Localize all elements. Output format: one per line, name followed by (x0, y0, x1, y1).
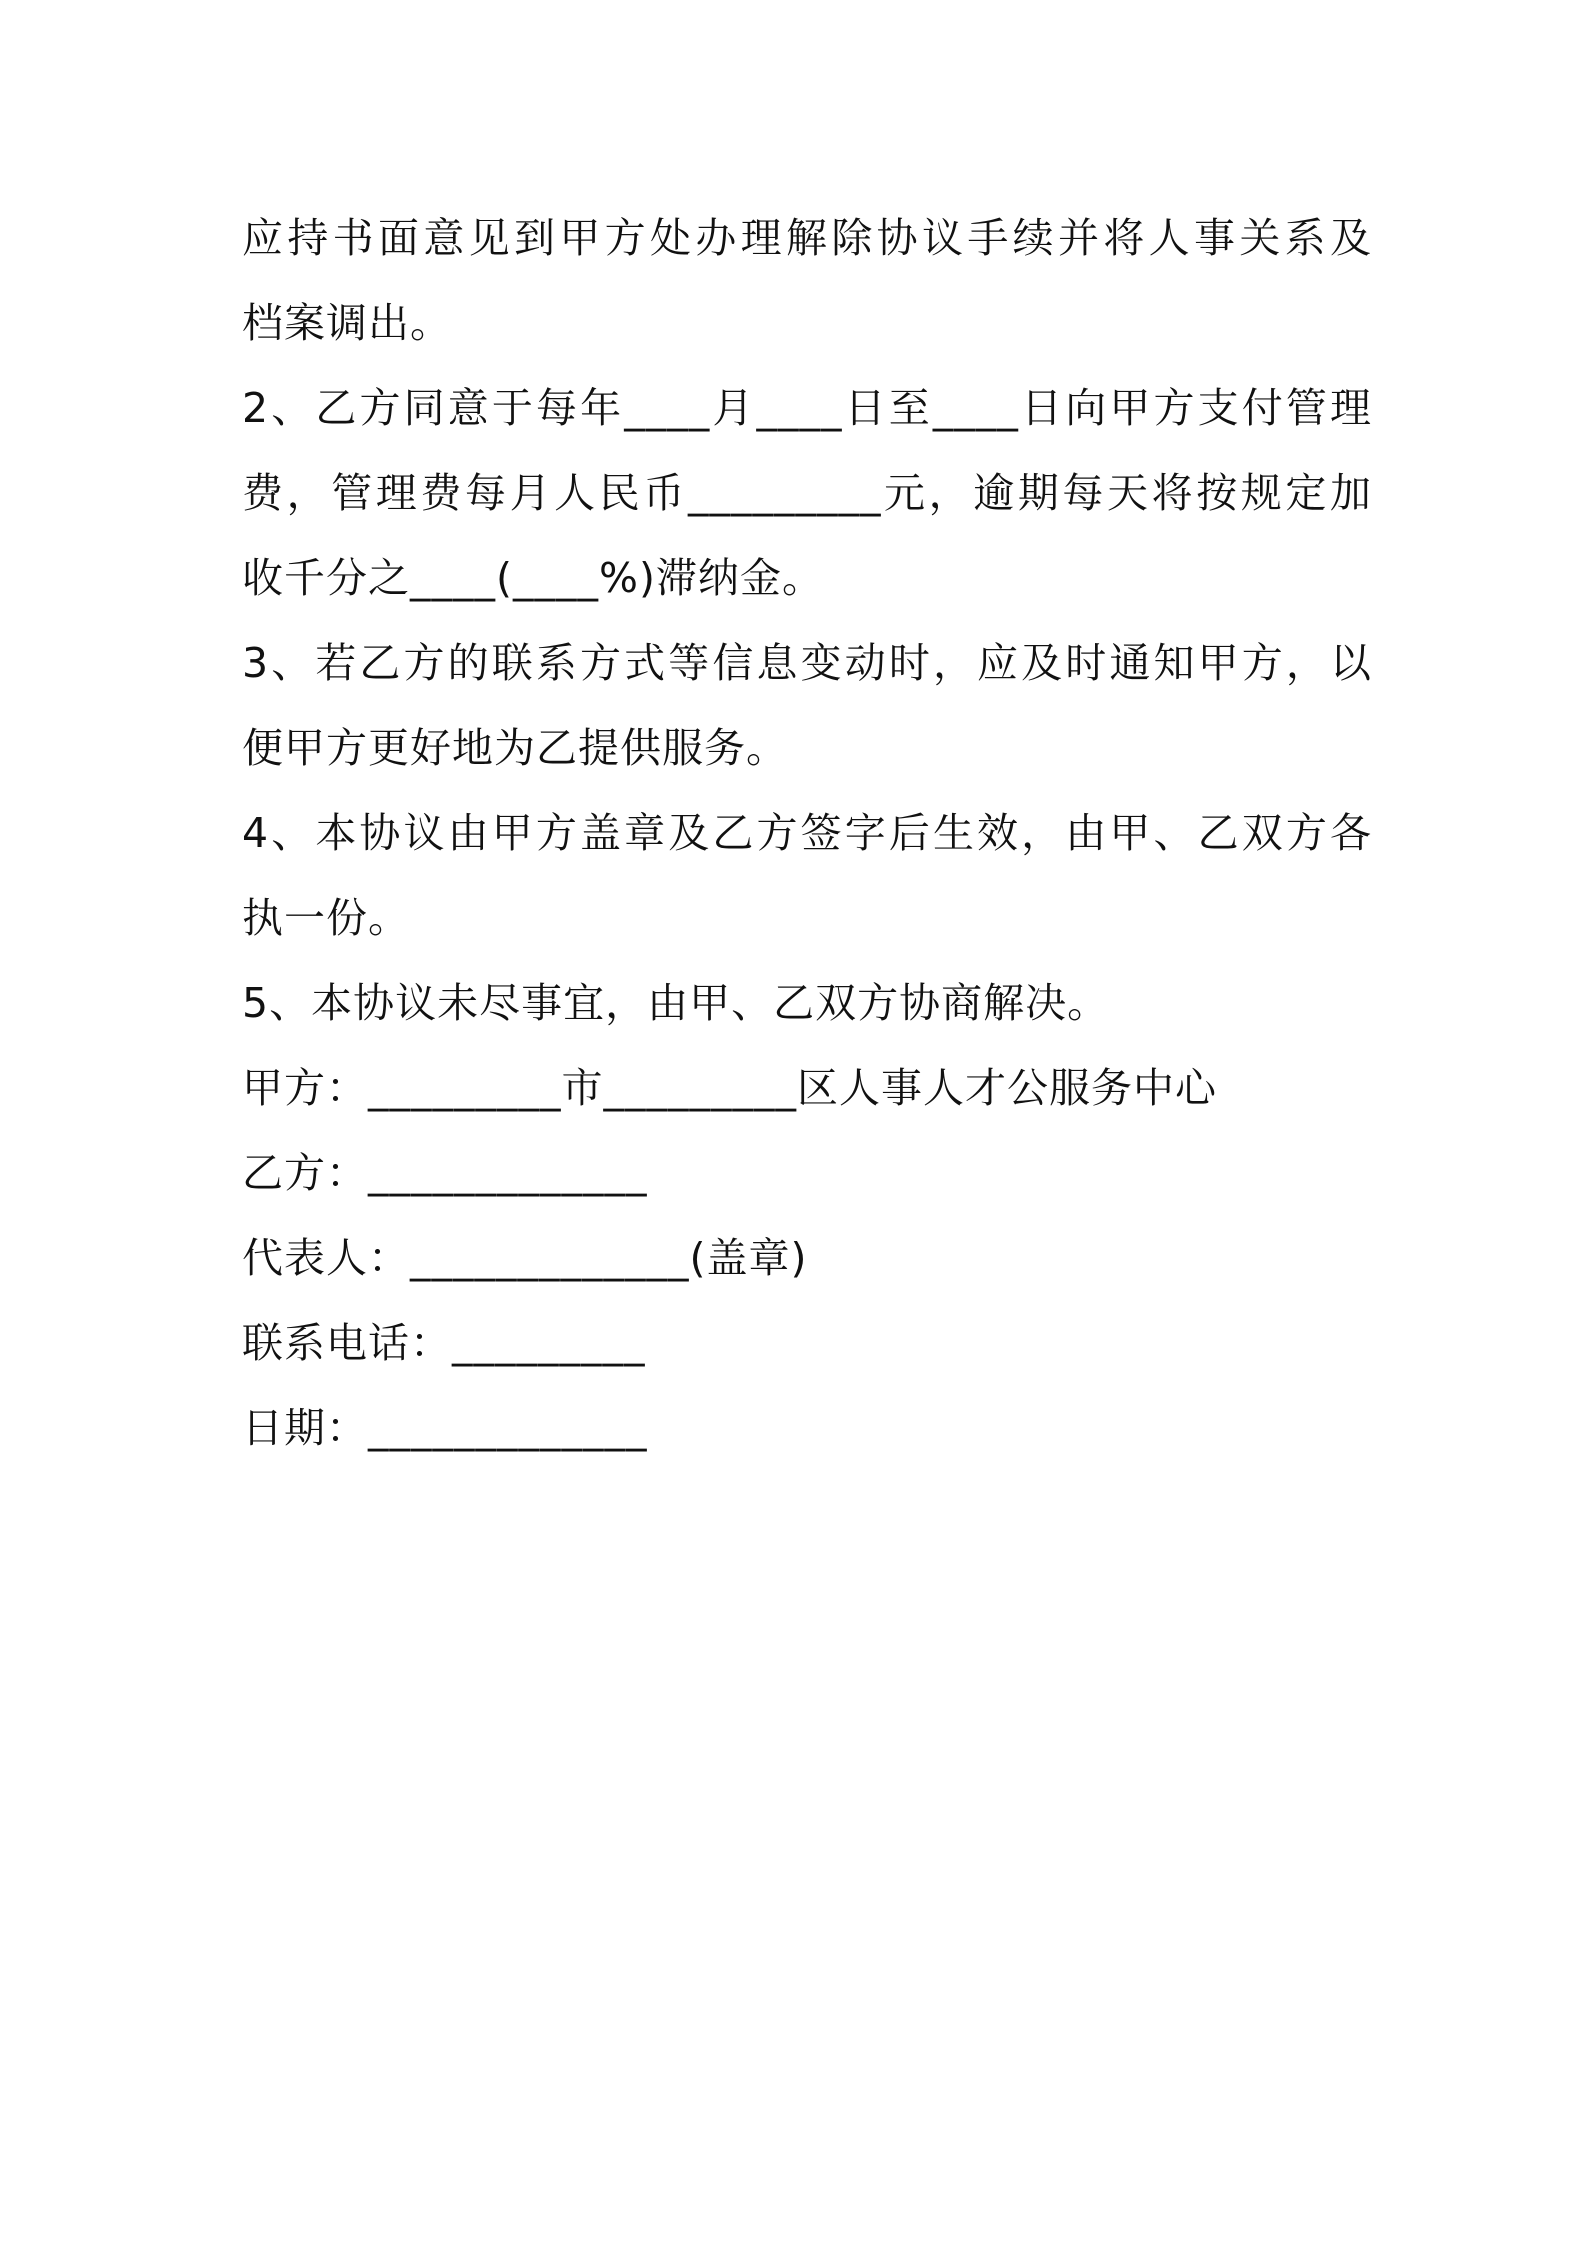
agreement-body (242, 196, 1372, 1471)
clause-text-line: 5、本协议未尽事宜，由甲、乙双方协商解决。 (242, 979, 1110, 1027)
clause-text-line: 收千分之____(____%)滞纳金。 (242, 554, 824, 602)
clause-text-line: 3、若乙方的联系方式等信息变动时，应及时通知甲方，以 (242, 639, 1372, 687)
clause-text-line: 费，管理费每月人民币_________元，逾期每天将按规定加 (242, 469, 1372, 517)
clause-1-continuation (242, 196, 1372, 366)
clause-text-line: 2、乙方同意于每年____月____日至____日向甲方支付管理 (242, 384, 1372, 432)
clause-text-line: 档案调出。 (242, 299, 452, 347)
clause-4 (242, 791, 1372, 961)
clause-3 (242, 621, 1372, 791)
party-b-field: 乙方：_____________ (242, 1149, 648, 1197)
clause-text-line: 应持书面意见到甲方处办理解除协议手续并将人事关系及 (242, 214, 1372, 262)
clause-text-line: 便甲方更好地为乙提供服务。 (242, 724, 788, 772)
phone-field: 联系电话：_________ (242, 1319, 646, 1367)
clause-text-line: 4、本协议由甲方盖章及乙方签字后生效，由甲、乙双方各 (242, 809, 1372, 857)
date-field: 日期：_____________ (242, 1404, 648, 1452)
clause-2 (242, 366, 1372, 621)
party-a-field: 甲方：_________市_________区人事人才公服务中心 (242, 1064, 1217, 1112)
representative-field: 代表人：_____________(盖章) (242, 1234, 808, 1282)
signature-section (242, 1046, 1372, 1471)
clause-text-line: 执一份。 (242, 894, 410, 942)
clause-5 (242, 961, 1372, 1046)
